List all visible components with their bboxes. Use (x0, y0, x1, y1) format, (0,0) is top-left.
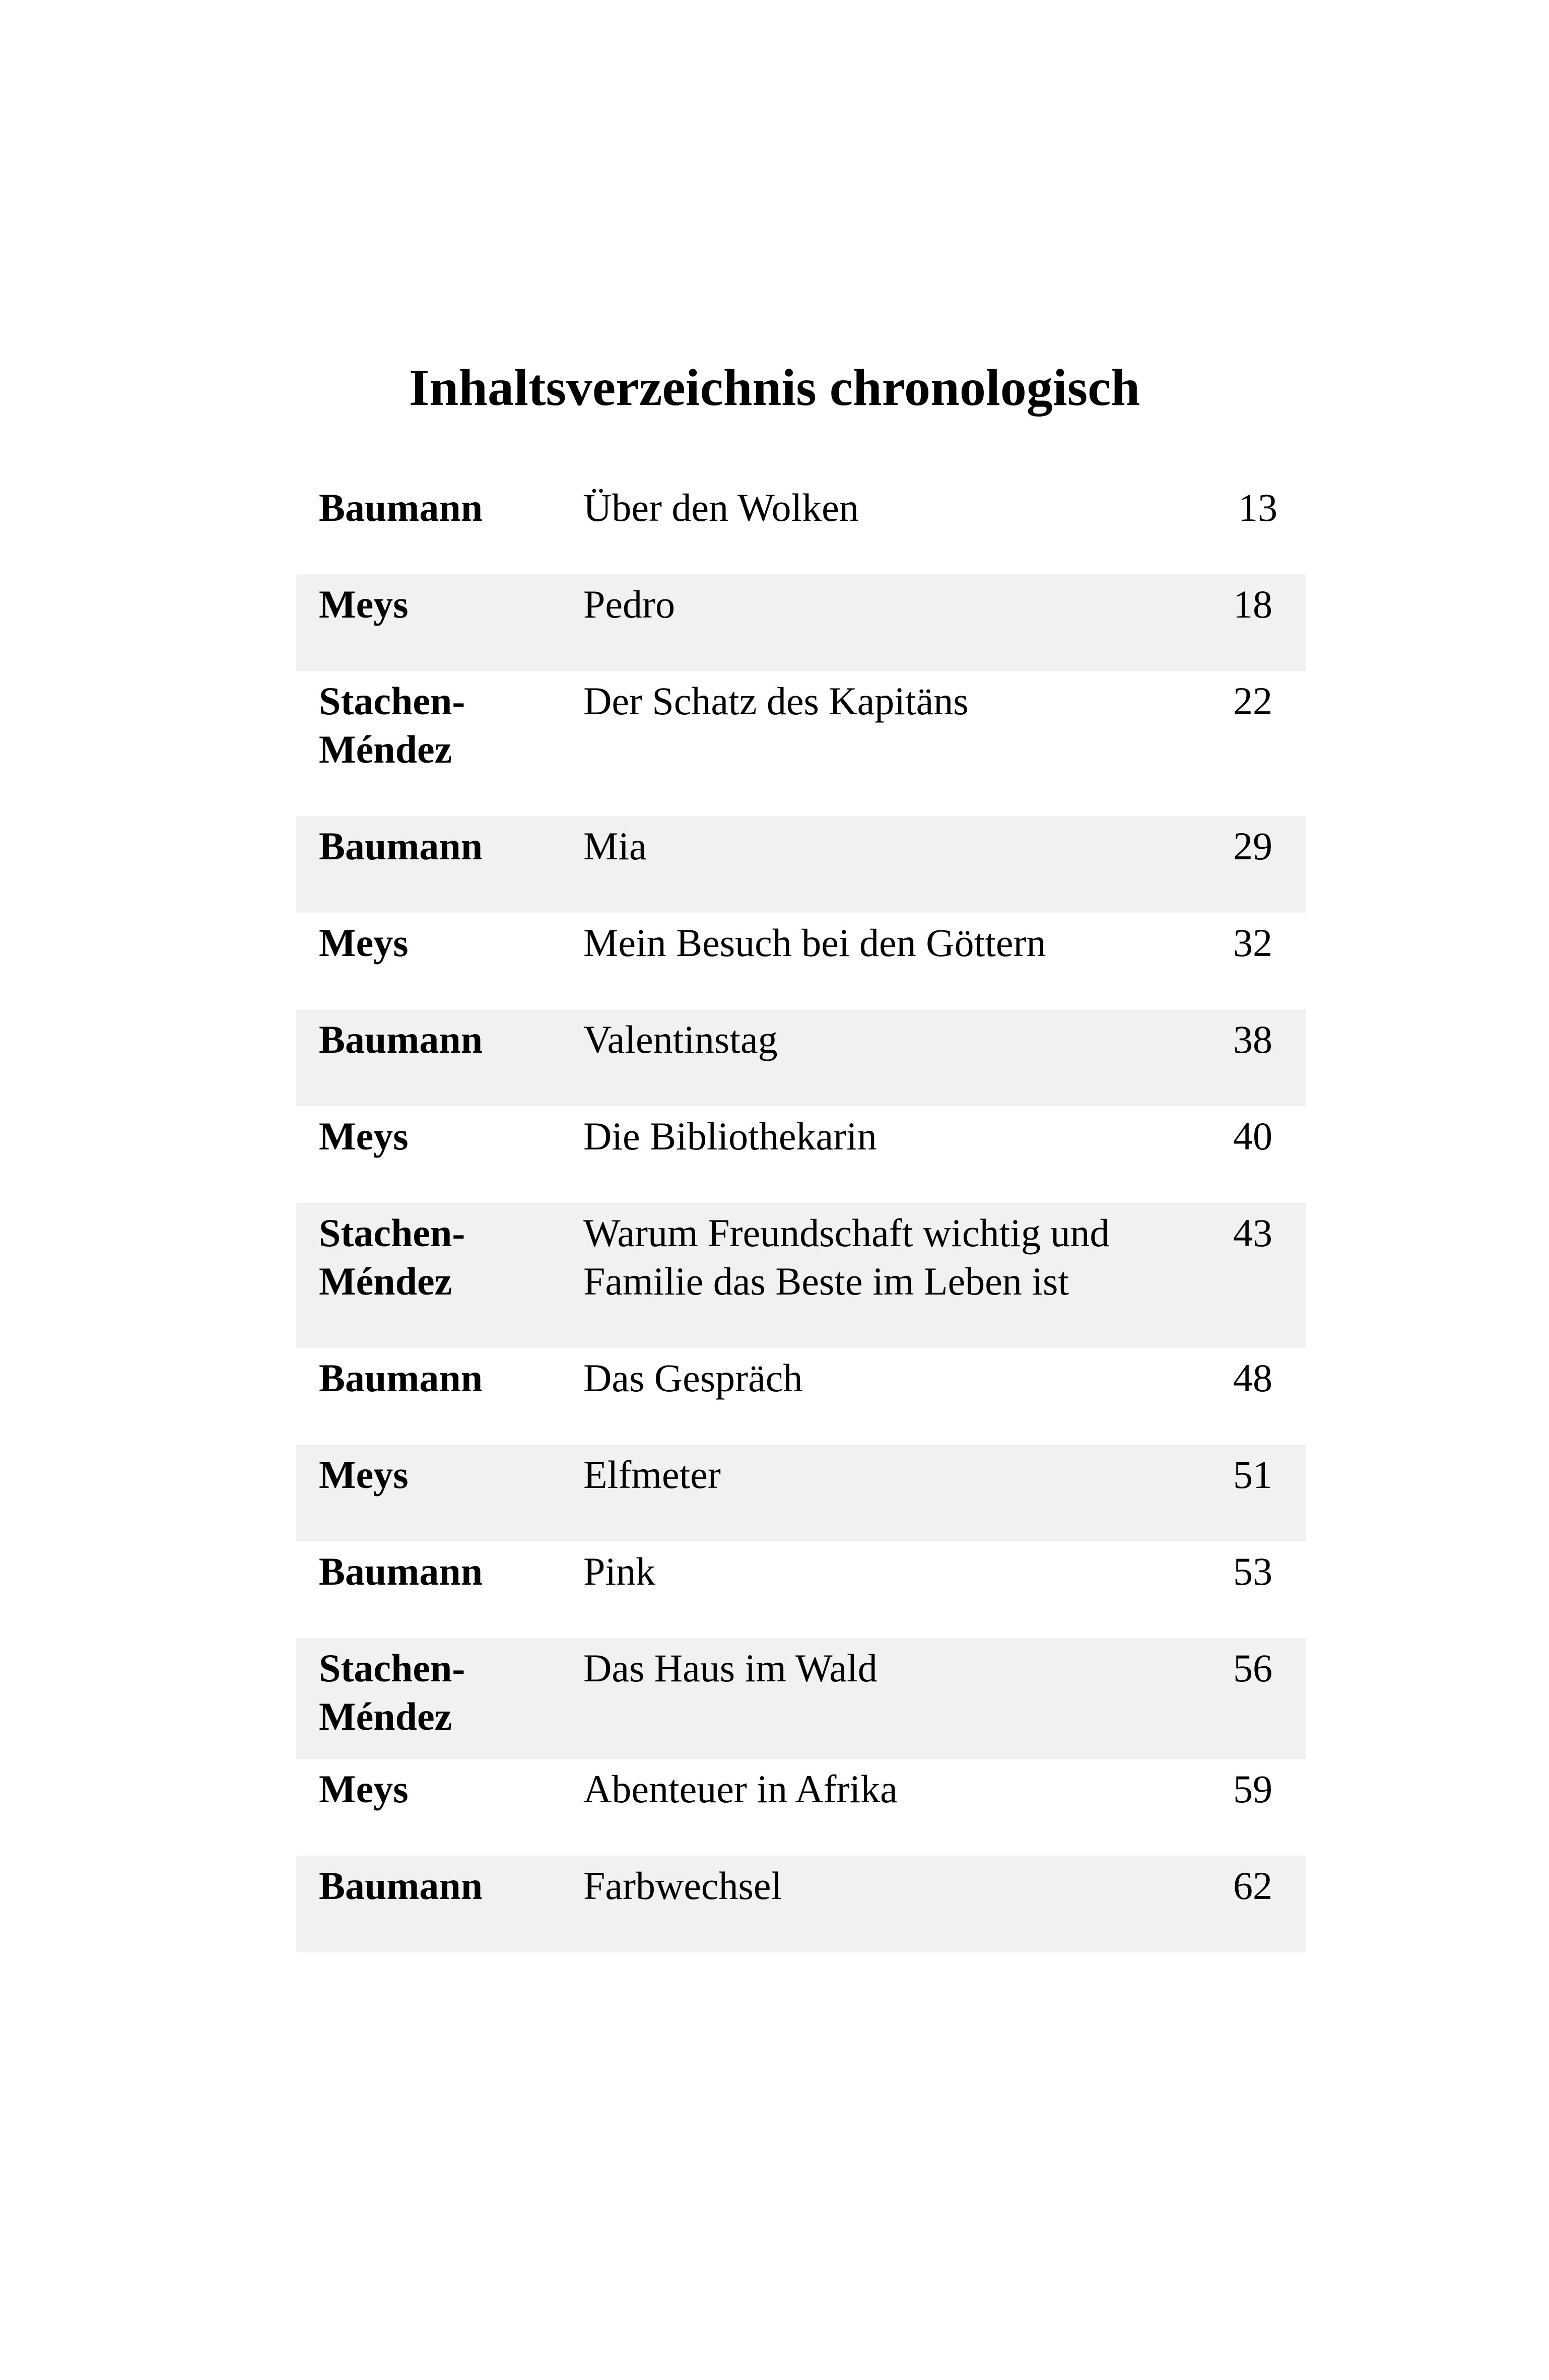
toc-page-number: 51 (1233, 1453, 1272, 1497)
toc-row (296, 1445, 1306, 1541)
toc-page-number: 56 (1233, 1646, 1272, 1690)
toc-author: Stachen- Méndez (319, 1646, 465, 1738)
toc-row (296, 1541, 1306, 1638)
toc-story-title: Das Haus im Wald (583, 1646, 878, 1690)
toc-story-title: Die Bibliothekarin (583, 1114, 877, 1158)
toc-row (296, 816, 1306, 913)
toc-row (296, 1638, 1306, 1759)
toc-row (296, 1203, 1306, 1348)
toc-author: Meys (319, 582, 409, 626)
toc-story-title: Mia (583, 824, 647, 868)
toc-author: Stachen- Méndez (319, 679, 465, 771)
toc-page-number: 38 (1233, 1017, 1272, 1061)
toc-page-number: 43 (1233, 1211, 1272, 1255)
toc-page-number: 40 (1233, 1114, 1272, 1158)
toc-page-number: 48 (1233, 1356, 1272, 1400)
toc-story-title: Elfmeter (583, 1453, 721, 1497)
toc-author: Baumann (319, 1549, 483, 1593)
toc-page-number: 29 (1233, 824, 1272, 868)
toc-row (296, 478, 1306, 574)
toc-row (296, 574, 1306, 671)
toc-author: Meys (319, 1114, 409, 1158)
toc-author: Stachen- Méndez (319, 1211, 465, 1303)
toc-story-title: Über den Wolken (583, 486, 859, 529)
toc-author: Baumann (319, 1017, 483, 1061)
toc-author: Meys (319, 921, 409, 965)
page-title: Inhaltsverzeichnis chronologisch (409, 359, 1140, 417)
toc-author: Meys (319, 1767, 409, 1811)
toc-row (296, 1009, 1306, 1106)
toc-author: Meys (319, 1453, 409, 1497)
table-of-contents (296, 478, 1306, 1952)
toc-row (296, 1856, 1306, 1952)
toc-row (296, 671, 1306, 816)
toc-story-title: Pedro (583, 582, 675, 626)
toc-story-title: Farbwechsel (583, 1864, 782, 1908)
toc-row (296, 1348, 1306, 1445)
toc-story-title: Der Schatz des Kapitäns (583, 679, 969, 723)
toc-story-title: Warum Freundschaft wichtig und Familie das Beste im Leben ist (583, 1211, 1110, 1303)
toc-row (296, 1106, 1306, 1203)
toc-page-number: 53 (1233, 1549, 1272, 1593)
toc-story-title: Mein Besuch bei den Göttern (583, 921, 1046, 965)
toc-story-title: Abenteuer in Afrika (583, 1767, 898, 1811)
toc-row (296, 913, 1306, 1009)
toc-page-number: 62 (1233, 1864, 1272, 1908)
toc-story-title: Das Gespräch (583, 1356, 803, 1400)
toc-page-number: 22 (1233, 679, 1272, 723)
toc-author: Baumann (319, 486, 483, 529)
toc-story-title: Valentinstag (583, 1017, 778, 1061)
toc-author: Baumann (319, 824, 483, 868)
toc-author: Baumann (319, 1356, 483, 1400)
toc-story-title: Pink (583, 1549, 656, 1593)
toc-page-number: 18 (1233, 582, 1272, 626)
toc-row (296, 1759, 1306, 1856)
toc-page-number: 59 (1233, 1767, 1272, 1811)
toc-author: Baumann (319, 1864, 483, 1908)
toc-page-number: 32 (1233, 921, 1272, 965)
toc-page-number: 13 (1238, 486, 1277, 529)
